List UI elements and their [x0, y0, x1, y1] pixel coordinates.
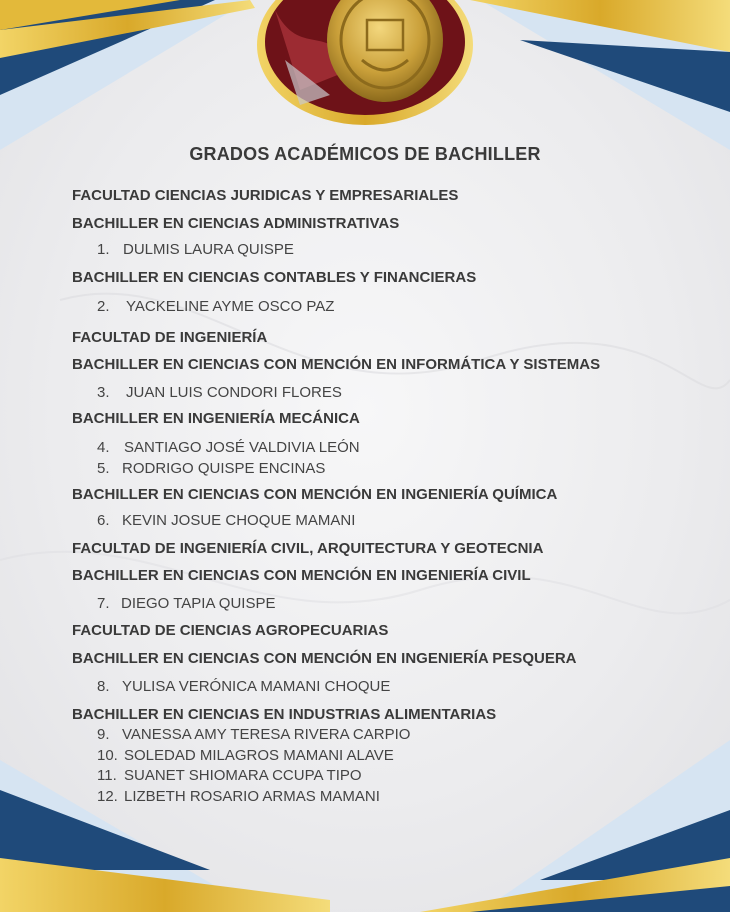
degree-heading: BACHILLER EN CIENCIAS CONTABLES Y FINANCIERAS: [72, 269, 477, 286]
degree-heading: BACHILLER EN CIENCIAS CON MENCIÓN EN INGENIERÍA PESQUERA: [72, 650, 577, 667]
graduate-item: 2. YACKELINE AYME OSCO PAZ: [97, 298, 335, 315]
graduate-item: 4. SANTIAGO JOSÉ VALDIVIA LEÓN: [97, 439, 360, 456]
faculty-heading: FACULTAD CIENCIAS JURIDICAS Y EMPRESARIALES: [72, 187, 459, 204]
faculty-heading: FACULTAD DE INGENIERÍA: [72, 329, 268, 346]
degree-heading: BACHILLER EN CIENCIAS CON MENCIÓN EN INGENIERÍA QUÍMICA: [72, 486, 558, 503]
graduate-item: 12. LIZBETH ROSARIO ARMAS MAMANI: [97, 788, 380, 805]
faculty-heading: FACULTAD DE INGENIERÍA CIVIL, ARQUITECTURA Y GEOTECNIA: [72, 540, 544, 557]
graduate-item: 8. YULISA VERÓNICA MAMANI CHOQUE: [97, 678, 391, 695]
graduate-item: 7. DIEGO TAPIA QUISPE: [97, 595, 276, 612]
degree-heading: BACHILLER EN INGENIERÍA MECÁNICA: [72, 410, 360, 427]
faculty-heading: FACULTAD DE CIENCIAS AGROPECUARIAS: [72, 622, 389, 639]
degree-heading: BACHILLER EN CIENCIAS EN INDUSTRIAS ALIMENTARIAS: [72, 706, 497, 723]
degree-heading: BACHILLER EN CIENCIAS ADMINISTRATIVAS: [72, 215, 400, 232]
graduate-item: 3. JUAN LUIS CONDORI FLORES: [97, 384, 342, 401]
graduate-item: 5. RODRIGO QUISPE ENCINAS: [97, 460, 326, 477]
graduate-item: 11. SUANET SHIOMARA CCUPA TIPO: [97, 767, 362, 784]
degree-heading: BACHILLER EN CIENCIAS CON MENCIÓN EN INFORMÁTICA Y SISTEMAS: [72, 356, 601, 373]
page-title: GRADOS ACADÉMICOS DE BACHILLER: [189, 144, 541, 164]
degree-heading: BACHILLER EN CIENCIAS CON MENCIÓN EN INGENIERÍA CIVIL: [72, 567, 531, 584]
graduate-item: 1. DULMIS LAURA QUISPE: [97, 241, 294, 258]
graduate-item: 9. VANESSA AMY TERESA RIVERA CARPIO: [97, 726, 411, 743]
graduate-item: 10. SOLEDAD MILAGROS MAMANI ALAVE: [97, 747, 394, 764]
graduate-item: 6. KEVIN JOSUE CHOQUE MAMANI: [97, 512, 356, 529]
